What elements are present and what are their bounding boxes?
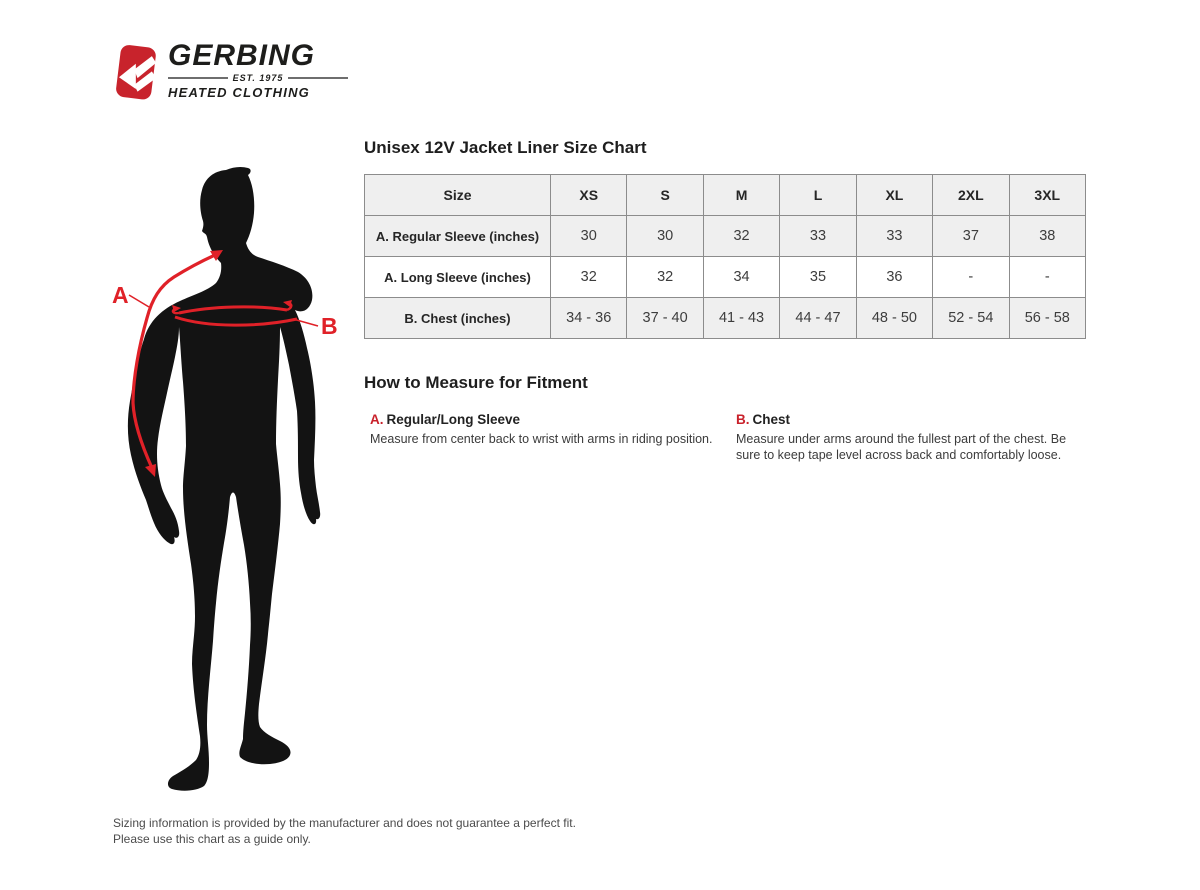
measure-item-heading: [736, 412, 1082, 427]
table-cell: -: [1009, 257, 1085, 298]
column-header-xs: XS: [551, 175, 627, 216]
measure-item-chest: [736, 412, 1082, 463]
table-cell: 38: [1009, 216, 1085, 257]
measure-letter-a: A.: [370, 412, 384, 427]
table-cell: 44 - 47: [780, 298, 856, 339]
disclaimer-line-1: Sizing information is provided by the manufacturer and does not guarantee a perfect fit.: [113, 816, 576, 830]
measure-instructions: [364, 412, 1086, 463]
measure-description: Measure under arms around the fullest part of the chest. Be sure to keep tape level across back and comfortably loose.: [736, 432, 1067, 462]
brand-tagline: HEATED CLOTHING: [168, 85, 310, 100]
table-cell: 30: [551, 216, 627, 257]
column-header-2xl: 2XL: [933, 175, 1009, 216]
disclaimer: [113, 816, 576, 847]
column-header-s: S: [627, 175, 703, 216]
size-chart-table: [364, 174, 1086, 339]
measure-letter-b: B.: [736, 412, 750, 427]
table-cell: 37 - 40: [627, 298, 703, 339]
brand-logo: [108, 40, 348, 106]
column-header-3xl: 3XL: [1009, 175, 1085, 216]
measure-description: Measure from center back to wrist with arms in riding position.: [370, 432, 713, 446]
table-cell: 33: [780, 216, 856, 257]
row-label: A. Regular Sleeve (inches): [365, 216, 551, 257]
table-cell: 48 - 50: [856, 298, 932, 339]
row-label: B. Chest (inches): [365, 298, 551, 339]
measure-item-heading: [370, 412, 736, 427]
disclaimer-line-2: Please use this chart as a guide only.: [113, 831, 311, 846]
table-row-long-sleeve: [365, 257, 1086, 298]
measure-section-title: How to Measure for Fitment: [364, 373, 588, 392]
header-row: [365, 175, 1086, 216]
table-cell: 36: [856, 257, 932, 298]
table-cell: 34: [703, 257, 779, 298]
figure-label-b: B: [321, 313, 338, 339]
table-cell: 32: [703, 216, 779, 257]
table-cell: 30: [627, 216, 703, 257]
label-a-leader-line: [129, 295, 149, 307]
measure-name: Chest: [752, 412, 791, 427]
table-cell: 32: [551, 257, 627, 298]
table-row-regular-sleeve: [365, 216, 1086, 257]
table-cell: 52 - 54: [933, 298, 1009, 339]
right-rule: [288, 77, 348, 79]
established-line: [168, 73, 348, 83]
size-chart-title: Unisex 12V Jacket Liner Size Chart: [364, 138, 647, 157]
table-cell: 34 - 36: [551, 298, 627, 339]
established-text: EST. 1975: [232, 73, 284, 83]
table-cell: 37: [933, 216, 1009, 257]
table-cell: -: [933, 257, 1009, 298]
table-cell: 56 - 58: [1009, 298, 1085, 339]
table-cell: 35: [780, 257, 856, 298]
brand-name: GERBING: [168, 39, 316, 72]
column-header-xl: XL: [856, 175, 932, 216]
table-row-chest: [365, 298, 1086, 339]
figure-label-a: A: [112, 282, 129, 308]
measure-name: Regular/Long Sleeve: [386, 412, 521, 427]
table-cell: 33: [856, 216, 932, 257]
measure-item-sleeve: [364, 412, 736, 463]
column-header-m: M: [703, 175, 779, 216]
column-header-l: L: [780, 175, 856, 216]
left-rule: [168, 77, 228, 79]
row-label: A. Long Sleeve (inches): [365, 257, 551, 298]
logo-text-block: [168, 40, 348, 100]
gerbing-arrow-icon: [108, 40, 162, 106]
body-measurement-figure: [100, 160, 360, 808]
column-header-size: Size: [365, 175, 551, 216]
size-chart-section: [364, 138, 1086, 463]
table-cell: 41 - 43: [703, 298, 779, 339]
male-silhouette: [128, 167, 320, 791]
table-cell: 32: [627, 257, 703, 298]
